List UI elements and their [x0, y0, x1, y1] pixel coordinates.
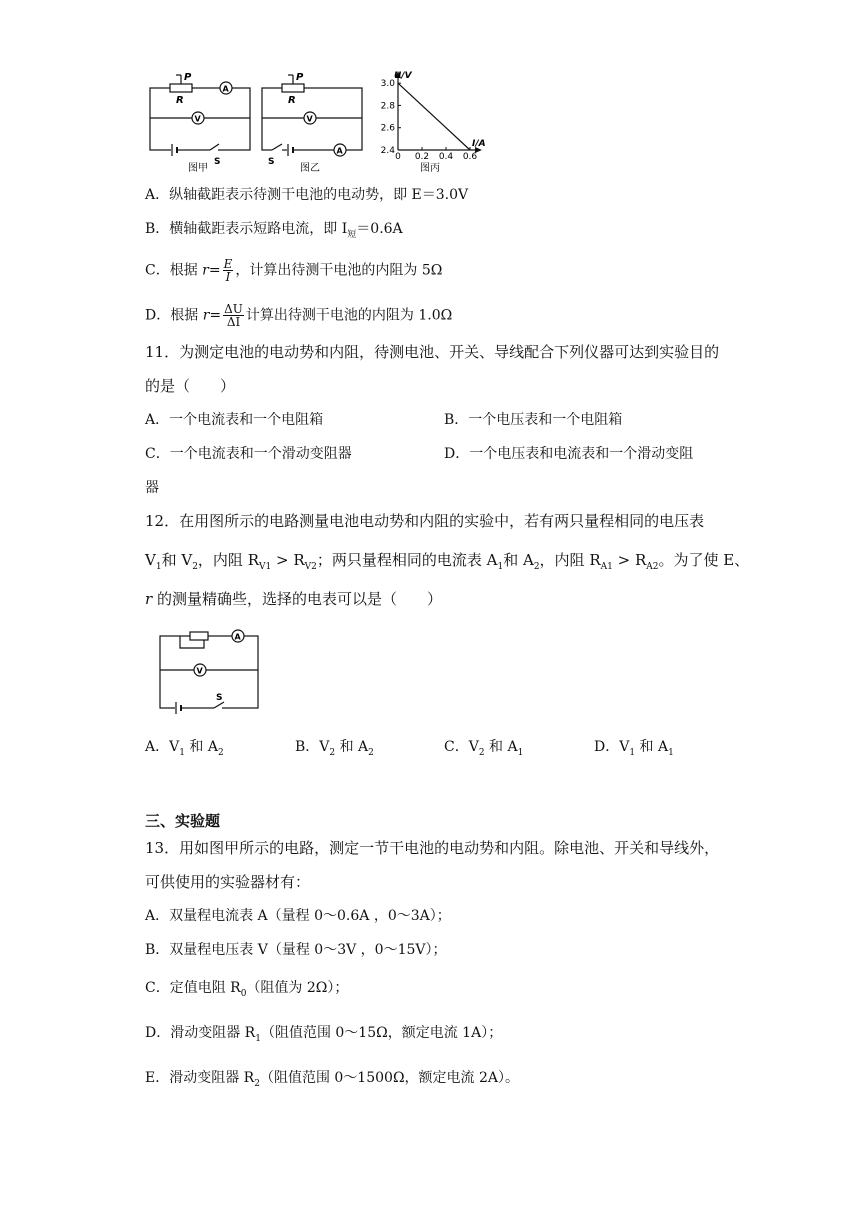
q10-c-fraction [223, 258, 234, 283]
q12-option-d [594, 737, 674, 763]
t: 2 [368, 747, 374, 758]
q11-option-c: C．一个电流表和一个滑动变阻器 [145, 446, 352, 462]
jia-caption: 图甲 [188, 163, 208, 174]
q12-stem-line2 [145, 550, 749, 577]
q10-d-r: r [202, 307, 210, 324]
q12-stem-line1: 12．在用图所示的电路测量电池电动势和内阻的实验中，若有两只量程相同的电压表 [145, 512, 705, 530]
yi-switch-label: S [268, 157, 275, 167]
t: V2 [304, 562, 317, 572]
t: 和 A [184, 739, 218, 755]
graph-x-label: I/A [472, 139, 486, 149]
q10-option-d [145, 303, 452, 328]
t: 的测量精确些，选择的电表可以是（ ） [152, 590, 442, 608]
t: C．定值电阻 R [145, 980, 241, 996]
q12-ammeter-label: A [234, 632, 241, 642]
q12-voltmeter-label: V [196, 666, 203, 676]
q10-c-r: r [202, 262, 209, 279]
t: ；两只量程相同的电流表 A [316, 551, 498, 569]
t: 2 [329, 747, 336, 758]
q13-item-d [145, 1023, 502, 1049]
yi-ammeter-label: A [336, 146, 343, 156]
t: D．滑动变阻器 R [145, 1025, 256, 1041]
q13-item-e [145, 1068, 519, 1094]
q13-item-a: A．双量程电流表 A（量程 0～0.6A ，0～3A）； [145, 908, 451, 924]
t: （阻值为 2Ω）； [246, 980, 349, 996]
q10-d-num: ΔU [224, 302, 243, 316]
q10-c-pre: C．根据 [145, 262, 198, 279]
q13-item-c [145, 978, 348, 1004]
t: 和 A [335, 739, 369, 755]
q10-d-den: ΔI [226, 315, 241, 329]
t: 0 [240, 988, 247, 999]
q11-stem-line2: 的是（ ） [145, 377, 236, 395]
t: 2 [192, 562, 198, 572]
graph-x-tick-label: 0.6 [462, 152, 478, 162]
q12-stem-line3 [145, 589, 442, 609]
q10-c-num: E [223, 257, 233, 271]
q10-b-pre: B．横轴截距表示短路电流，即 I [145, 221, 348, 237]
q13-item-b: B．双量程电压表 V（量程 0～3V ，0～15V）； [145, 942, 447, 958]
graph-y-label: U/V [394, 71, 412, 81]
t: 1 [517, 747, 524, 758]
t: B．V [295, 739, 330, 755]
graph-y-tick-label: 3.0 [380, 79, 395, 90]
t: C．V [444, 739, 479, 755]
section-heading: 三、实验题 [145, 812, 221, 830]
yi-voltmeter-label: V [306, 114, 313, 124]
t: 和 A [635, 739, 669, 755]
t: 和 A [503, 551, 534, 569]
t: （阻值范围 0～1500Ω，额定电流 2A）。 [259, 1070, 520, 1086]
graph-data-line [398, 83, 470, 150]
jia-voltmeter-label: V [194, 114, 201, 124]
t: > R [612, 551, 647, 569]
t: A1 [600, 562, 613, 572]
q10-option-b [145, 219, 403, 245]
t: V1 [258, 562, 272, 572]
q11-stem-line1: 11．为测定电池的电动势和内阻，待测电池、开关、导线配合下列仪器可达到实验目的 [145, 343, 720, 361]
t: 1 [155, 562, 162, 572]
t: 2 [533, 562, 540, 572]
graph-bing [381, 71, 482, 162]
t: V [145, 551, 156, 569]
t: 2 [217, 747, 224, 758]
q10-d-fraction [223, 303, 244, 328]
q12-switch-label: S [216, 693, 223, 703]
q10-c-den: I [225, 270, 231, 284]
q11-option-d-cont: 器 [145, 480, 159, 496]
q12-option-b [295, 737, 374, 763]
t: 2 [478, 747, 485, 758]
graph-y-tick-label: 2.8 [380, 101, 395, 112]
q12-option-c [444, 737, 523, 763]
t: 和 A [484, 739, 518, 755]
q11-option-b: B．一个电压表和一个电阻箱 [444, 412, 623, 428]
t: 和 V [161, 551, 193, 569]
q13-stem-line2: 可供使用的实验器材有： [145, 873, 311, 891]
t: 2 [254, 1078, 260, 1089]
t: r [145, 590, 153, 608]
q11-option-a: A．一个电流表和一个电阻箱 [145, 412, 324, 428]
yi-caption: 图乙 [300, 163, 320, 174]
t: 。为了使 E、 [658, 551, 750, 569]
graph-y-tick-label: 2.4 [380, 146, 395, 156]
graph-x-tick-label: 0.2 [414, 152, 430, 162]
jia-switch-label: S [214, 157, 221, 167]
q10-d-post: 计算出待测干电池的内阻为 1.0Ω [245, 307, 453, 324]
graph-x-tick-label: 0 [395, 152, 401, 162]
t: A．V [145, 739, 180, 755]
yi-label-R: R [288, 95, 296, 106]
t: ，内阻 R [197, 551, 259, 569]
t: 1 [255, 1033, 261, 1044]
t: A2 [646, 562, 659, 572]
q10-d-pre: D．根据 [145, 307, 199, 324]
t: 1 [629, 747, 636, 758]
t: （阻值范围 0～15Ω，额定电流 1A）； [260, 1025, 503, 1041]
yi-label-P: P [296, 72, 304, 83]
t: ，内阻 R [539, 551, 601, 569]
jia-ammeter-label: A [222, 84, 229, 94]
q10-b-post: ＝0.6A [356, 221, 403, 237]
q12-circuit-figure [152, 626, 272, 716]
t: E．滑动变阻器 R [145, 1070, 255, 1086]
t: D．V [594, 739, 630, 755]
jia-label-P: P [184, 72, 192, 83]
q13-stem-line1: 13．用如图甲所示的电路，测定一节干电池的电动势和内阻。除电池、开关和导线外， [145, 839, 720, 857]
q12-option-a [145, 737, 224, 763]
graph-y-tick-label: 2.6 [380, 123, 395, 134]
t: 1 [497, 562, 504, 572]
q11-option-d: D．一个电压表和电流表和一个滑动变阻 [444, 446, 694, 462]
q10-d-eq: = [209, 307, 222, 324]
q10-c-post: ，计算出待测干电池的内阻为 5Ω [235, 262, 443, 279]
figure-circuits-and-graph [140, 70, 500, 180]
q10-c-eq: = [208, 262, 221, 279]
t: > R [271, 551, 305, 569]
q10-option-a: A．纵轴截距表示待测干电池的电动势，即 E＝3.0V [145, 187, 469, 203]
q10-option-c [145, 258, 442, 283]
graph-caption: 图丙 [420, 163, 440, 174]
q10-b-sub: 短 [347, 229, 357, 240]
t: 1 [668, 747, 674, 758]
t: 1 [179, 747, 185, 758]
jia-label-R: R [176, 95, 184, 106]
graph-x-tick-label: 0.4 [438, 152, 454, 162]
